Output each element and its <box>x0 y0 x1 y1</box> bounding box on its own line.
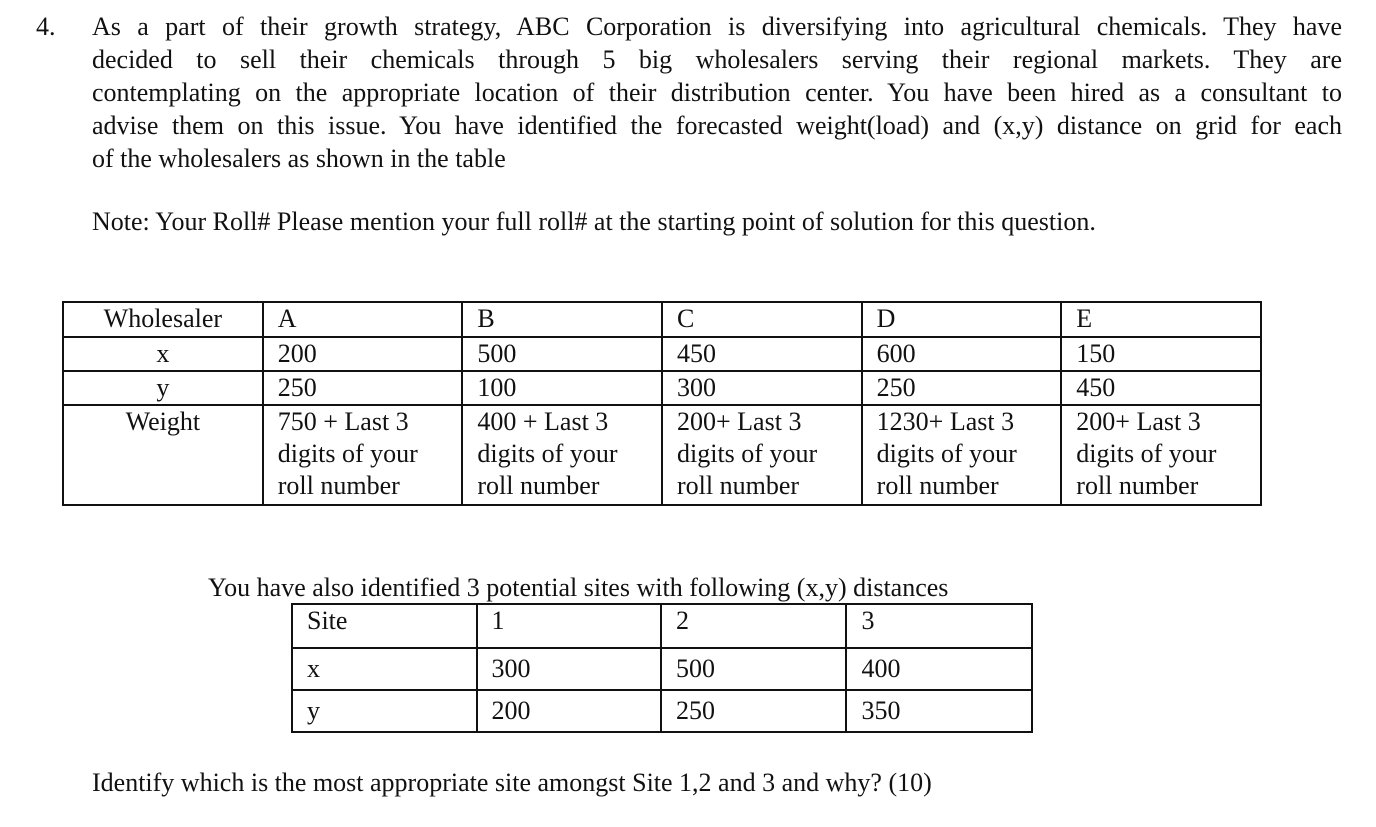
weight-line: 750 + Last 3 <box>277 407 409 436</box>
paragraph-line: contemplating on the appropriate location of their distribution center. You have been hired as a consultant to <box>92 78 1342 107</box>
row-label-x: x <box>63 337 263 371</box>
weight-line: roll number <box>1076 471 1199 500</box>
weight-cell <box>662 405 862 505</box>
question-prompt: Identify which is the most appropriate site amongst Site 1,2 and 3 and why? (10) <box>92 768 932 797</box>
weight-cell <box>263 405 463 505</box>
column-header: 2 <box>661 604 846 648</box>
weight-cell <box>1061 405 1261 505</box>
table-row <box>63 337 1261 371</box>
wholesaler-table <box>62 301 1262 506</box>
roll-note: Note: Your Roll# Please mention your full roll# at the starting point of solution for this question. <box>92 207 1096 236</box>
weight-line: roll number <box>876 471 999 500</box>
row-label-y: y <box>292 690 477 732</box>
column-header: 3 <box>846 604 1032 648</box>
paragraph-line: decided to sell their chemicals through 5 big wholesalers serving their regional markets. They are <box>92 45 1342 74</box>
table-cell: 250 <box>263 371 463 405</box>
weight-line: roll number <box>477 471 600 500</box>
table-cell: 300 <box>477 648 662 690</box>
table-row <box>63 405 1261 505</box>
weight-line: 1230+ Last 3 <box>876 407 1015 436</box>
site-table <box>291 603 1033 733</box>
weight-line: 200+ Last 3 <box>1076 407 1201 436</box>
weight-line: roll number <box>677 471 800 500</box>
weight-cell <box>862 405 1062 505</box>
sites-intro: You have also identified 3 potential sites with following (x,y) distances <box>208 573 949 602</box>
table-cell: 450 <box>1061 371 1261 405</box>
table-cell: 350 <box>846 690 1032 732</box>
table-cell: 250 <box>862 371 1062 405</box>
weight-line: 400 + Last 3 <box>477 407 609 436</box>
table-cell: 500 <box>661 648 846 690</box>
table-cell: 400 <box>846 648 1032 690</box>
table-cell: 100 <box>462 371 662 405</box>
row-label-site: Site <box>292 604 477 648</box>
weight-line: digits of your <box>1076 439 1217 468</box>
table-cell: 600 <box>862 337 1062 371</box>
paragraph-line: As a part of their growth strategy, ABC Corporation is diversifying into agricultural chemicals. They have <box>92 12 1342 41</box>
column-header: C <box>662 302 862 337</box>
table-cell: 200 <box>263 337 463 371</box>
problem-paragraph <box>92 10 1342 175</box>
row-label-y: y <box>63 371 263 405</box>
weight-line: digits of your <box>277 439 418 468</box>
table-row <box>292 648 1032 690</box>
column-header: D <box>862 302 1062 337</box>
table-cell: 300 <box>662 371 862 405</box>
weight-line: 200+ Last 3 <box>677 407 802 436</box>
table-cell: 150 <box>1061 337 1261 371</box>
table-row <box>63 371 1261 405</box>
column-header: A <box>263 302 463 337</box>
paragraph-line: advise them on this issue. You have identified the forecasted weight(load) and (x,y) distance on grid for each <box>92 111 1342 140</box>
table-row <box>292 604 1032 648</box>
table-cell: 250 <box>661 690 846 732</box>
table-cell: 500 <box>462 337 662 371</box>
table-cell: 450 <box>662 337 862 371</box>
weight-line: digits of your <box>677 439 818 468</box>
weight-line: digits of your <box>477 439 618 468</box>
weight-line: roll number <box>277 471 400 500</box>
column-header: 1 <box>477 604 662 648</box>
column-header: E <box>1061 302 1261 337</box>
paragraph-line: of the wholesalers as shown in the table <box>92 144 506 173</box>
table-row <box>63 302 1261 337</box>
row-label-x: x <box>292 648 477 690</box>
row-label-wholesaler: Wholesaler <box>63 302 263 337</box>
row-label-weight: Weight <box>63 405 263 505</box>
weight-line: digits of your <box>876 439 1017 468</box>
weight-cell <box>462 405 662 505</box>
table-row <box>292 690 1032 732</box>
column-header: B <box>462 302 662 337</box>
table-cell: 200 <box>477 690 662 732</box>
question-number: 4. <box>36 12 56 41</box>
